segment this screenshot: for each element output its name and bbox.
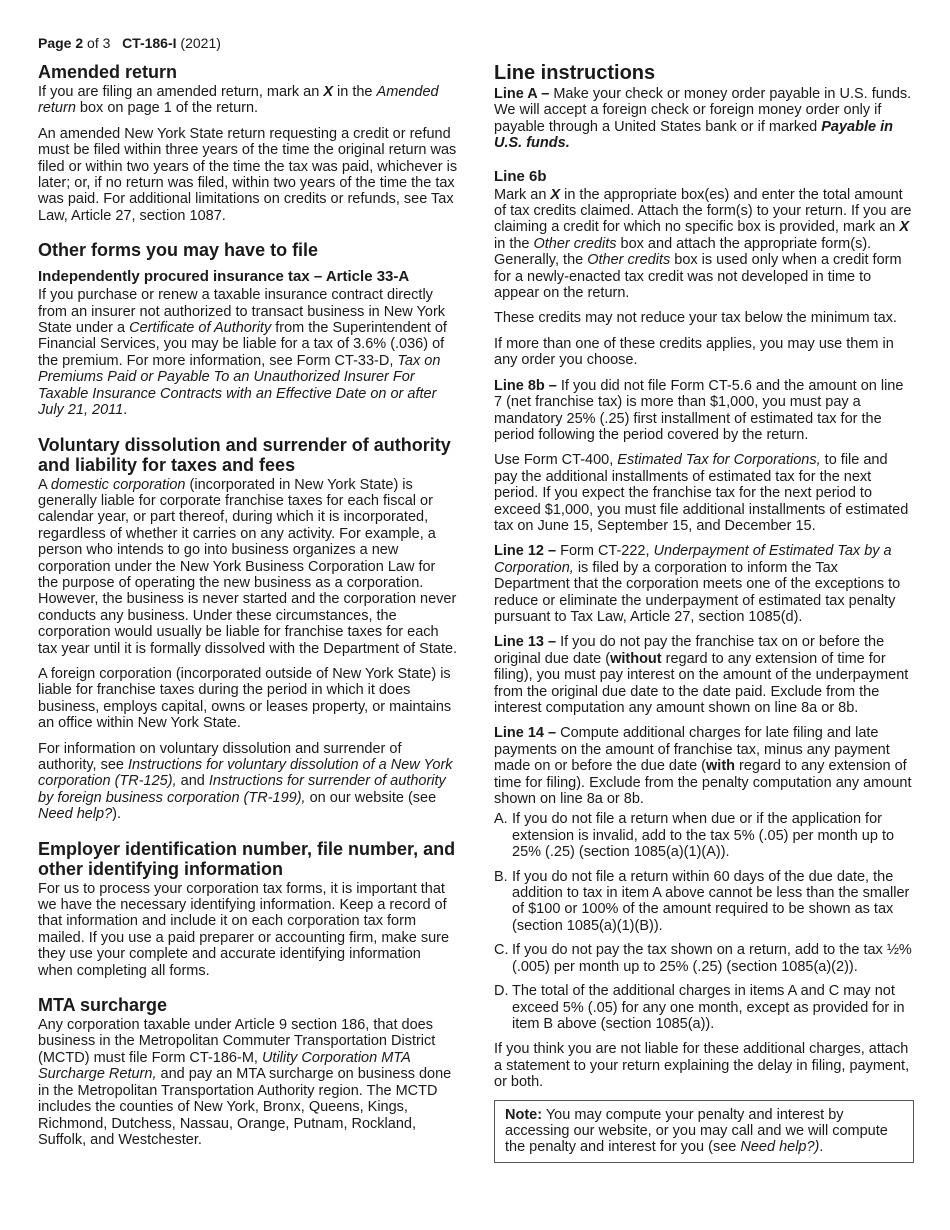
other-forms-heading: Other forms you may have to file <box>38 240 319 261</box>
mta-section <box>38 995 458 1148</box>
voluntary-dissolution-section <box>38 435 458 823</box>
list-item: B. If you do not file a return within 60 days of the due date, the addition to tax in item A above cannot be less than the smaller of $100 or 100% of the amount required to be shown as tax (section 1085(a)(1)(B)). <box>494 868 910 934</box>
line-14-paragraph: Line 14 – Compute additional charges for late filing and late payments on the amount of franchise tax, minus any payment made on or before the due date (with regard to any extension of time for filing). Exclude from the penalty computation any amount shown on line 8a or 8b. <box>494 725 912 808</box>
ein-paragraph: For us to process your corporation tax forms, it is important that we have the necessary identifying information. Keep a record of that information and include it on each corporation tax form mailed. If you use a paid preparer or accounting firm, make sure they use your complete and accurate identifying information when completing all forms. <box>38 880 450 979</box>
list-item: C. If you do not pay the tax shown on a return, add to the tax ½% (.005) per month up to 25% (.25) (section 1085(a)(2)). <box>494 942 912 975</box>
mta-paragraph: Any corporation taxable under Article 9 section 186, that does business in the Metropolitan Commuter Transportation District (MCTD) must file Form CT-186-M, Utility Corporation MTA Surcharge Return, and pay an MTA surcharge on business done in the Metropolitan Transportation Authority region. The MCTD includes the counties of New York, Bronx, Queens, Kings, Richmond, Dutchess, Nassau, Orange, Putnam, Rockland, Suffolk, and Westchester. <box>38 1017 452 1148</box>
line-6b-paragraph-1: Mark an X in the appropriate box(es) and enter the total amount of tax credits claimed. Attach the form(s) to your return. If you are claiming a credit for which no specific box is provided, mark an X in the Other credits box and attach the appropriate form(s). Generally, the Other credits box is used only when a credit form for a newly-enacted tax credit was not developed in time to appear on the return. <box>494 186 912 302</box>
line-6b-paragraph-3: If more than one of these credits applies, you may use them in any order you choose. <box>494 335 894 369</box>
amended-return-heading: Amended return <box>38 62 178 82</box>
mta-heading: MTA surcharge <box>38 995 168 1016</box>
line-8b-paragraph-2: Use Form CT-400, Estimated Tax for Corporations, to file and pay the additional installments of estimated tax for the next period. If you expect the franchise tax for the next period to exceed $1,000, you must file additional installments of estimated tax on June 15, September 15, and December 15. <box>494 452 909 534</box>
line-instructions-heading: Line instructions <box>494 62 656 84</box>
voluntary-dissolution-paragraph-2: A foreign corporation (incorporated outside of New York State) is liable for franchise taxes during the period in which it does business, employs capital, owns or leases property, or maintains an office within New York State. <box>38 665 452 732</box>
amended-return-paragraph-1: If you are filing an amended return, mark an X in the Amended return box on page 1 of the return. <box>38 84 439 117</box>
page-header <box>38 35 221 51</box>
note-paragraph: Note: You may compute your penalty and interest by accessing our website, or you may call and we will compute the penalty and interest for you (see Need help?). <box>505 1106 888 1156</box>
line-12-paragraph: Line 12 – Form CT-222, Underpayment of Estimated Tax by a Corporation, is filed by a corporation to inform the Tax Department that the corporation meets one of the exceptions to reduce or eliminate the underpayment of estimated tax penalty pursuant to Tax Law, Article 27, section 1085(d). <box>494 543 901 625</box>
left-column <box>38 62 458 1164</box>
page-number: Page 2 <box>38 35 84 51</box>
ein-heading: Employer identification number, file number, and other identifying information <box>38 838 456 879</box>
list-item: A. If you do not file a return when due or if the application for extension is invalid, add to the tax 5% (.05) per month up to 25% (.25) (section 1085(a)(1)(A)). <box>494 811 895 861</box>
line-8b-paragraph-1: Line 8b – If you did not file Form CT-5.6 and the amount on line 7 (net franchise tax) is more than $1,000, you must pay a mandatory 25% (.25) first installment of estimated tax for the period following the period covered by the return. <box>494 377 904 443</box>
line-13-paragraph: Line 13 – If you do not pay the franchise tax on or before the original due date (without regard to any extension of time for filing), you must pay interest on the amount of the underpayment from the original due date to the date paid. Exclude from the interest computation any amount shown on line 8a or 8b. <box>494 634 909 716</box>
amended-return-paragraph-2: An amended New York State return requesting a credit or refund must be filed within three years of the time the original return was filed or within two years of the time the tax was paid, whichever is later; or, if no return was filed, within two years of the time the tax was paid. For additional limitations on credits or refunds, see Tax Law, Article 27, section 1087. <box>38 125 458 224</box>
form-id: CT-186-I <box>122 35 177 51</box>
line-a-paragraph: Line A – Make your check or money order payable in U.S. funds. We will accept a foreign check or foreign money order only if payable through a United States bank or if marked Payable in U.S. funds. <box>494 86 912 152</box>
voluntary-dissolution-paragraph-1: A domestic corporation (incorporated in New York State) is generally liable for corporate franchise taxes for each fiscal or calendar year, or part thereof, during which it is incorporated, regardless of whether it carries on any activity. For example, a person who intends to go into business organizes a new corporation under the New York Business Corporation Law for the purpose of operating the new business as a corporation. However, the business is never started and the corporation never conducts any business. Under these circumstances, the corporation would usually be liable for franchise taxes for each tax year until it is formally dissolved with the Department of State. <box>38 476 458 657</box>
right-column <box>494 62 914 1163</box>
insurance-tax-subheading: Independently procured insurance tax – Article 33-A <box>38 268 410 286</box>
note-box <box>494 1100 914 1163</box>
voluntary-dissolution-paragraph-3: For information on voluntary dissolution and surrender of authority, see Instructions for voluntary dissolution of a New York corporation (TR-125), and Instructions for surrender of authority by foreign business corporation (TR-199), on our website (see Need help?). <box>38 740 453 823</box>
amended-return-section <box>38 62 458 224</box>
list-item: D. The total of the additional charges in items A and C may not exceed 5% (.05) for any one month, except as provided for in item B above (section 1085(a)). <box>494 983 905 1032</box>
line-6b-heading: Line 6b <box>494 167 547 185</box>
line-14-list <box>494 811 914 1032</box>
other-forms-section <box>38 240 458 418</box>
line-14-after-paragraph: If you think you are not liable for these additional charges, attach a statement to your return explaining the delay in filing, payment, or both. <box>494 1041 910 1091</box>
insurance-tax-paragraph: If you purchase or renew a taxable insurance contract directly from an insurer not authorized to transact business in New York State under a Certificate of Authority from the Superintendent of Financial Services, you may be liable for a tax of 3.6% (.036) of the premium. For more information, see Form CT-33-D, Tax on Premiums Paid or Payable To an Unauthorized Insurer For Taxable Insurance Contracts with an Effective Date on or after July 21, 2011. <box>38 287 447 419</box>
voluntary-dissolution-heading: Voluntary dissolution and surrender of authority and liability for taxes and fees <box>38 434 451 475</box>
line-6b-paragraph-2: These credits may not reduce your tax below the minimum tax. <box>494 310 897 327</box>
page-total: of 3 <box>83 35 111 51</box>
form-year: (2021) <box>176 35 221 51</box>
ein-section <box>38 839 458 979</box>
